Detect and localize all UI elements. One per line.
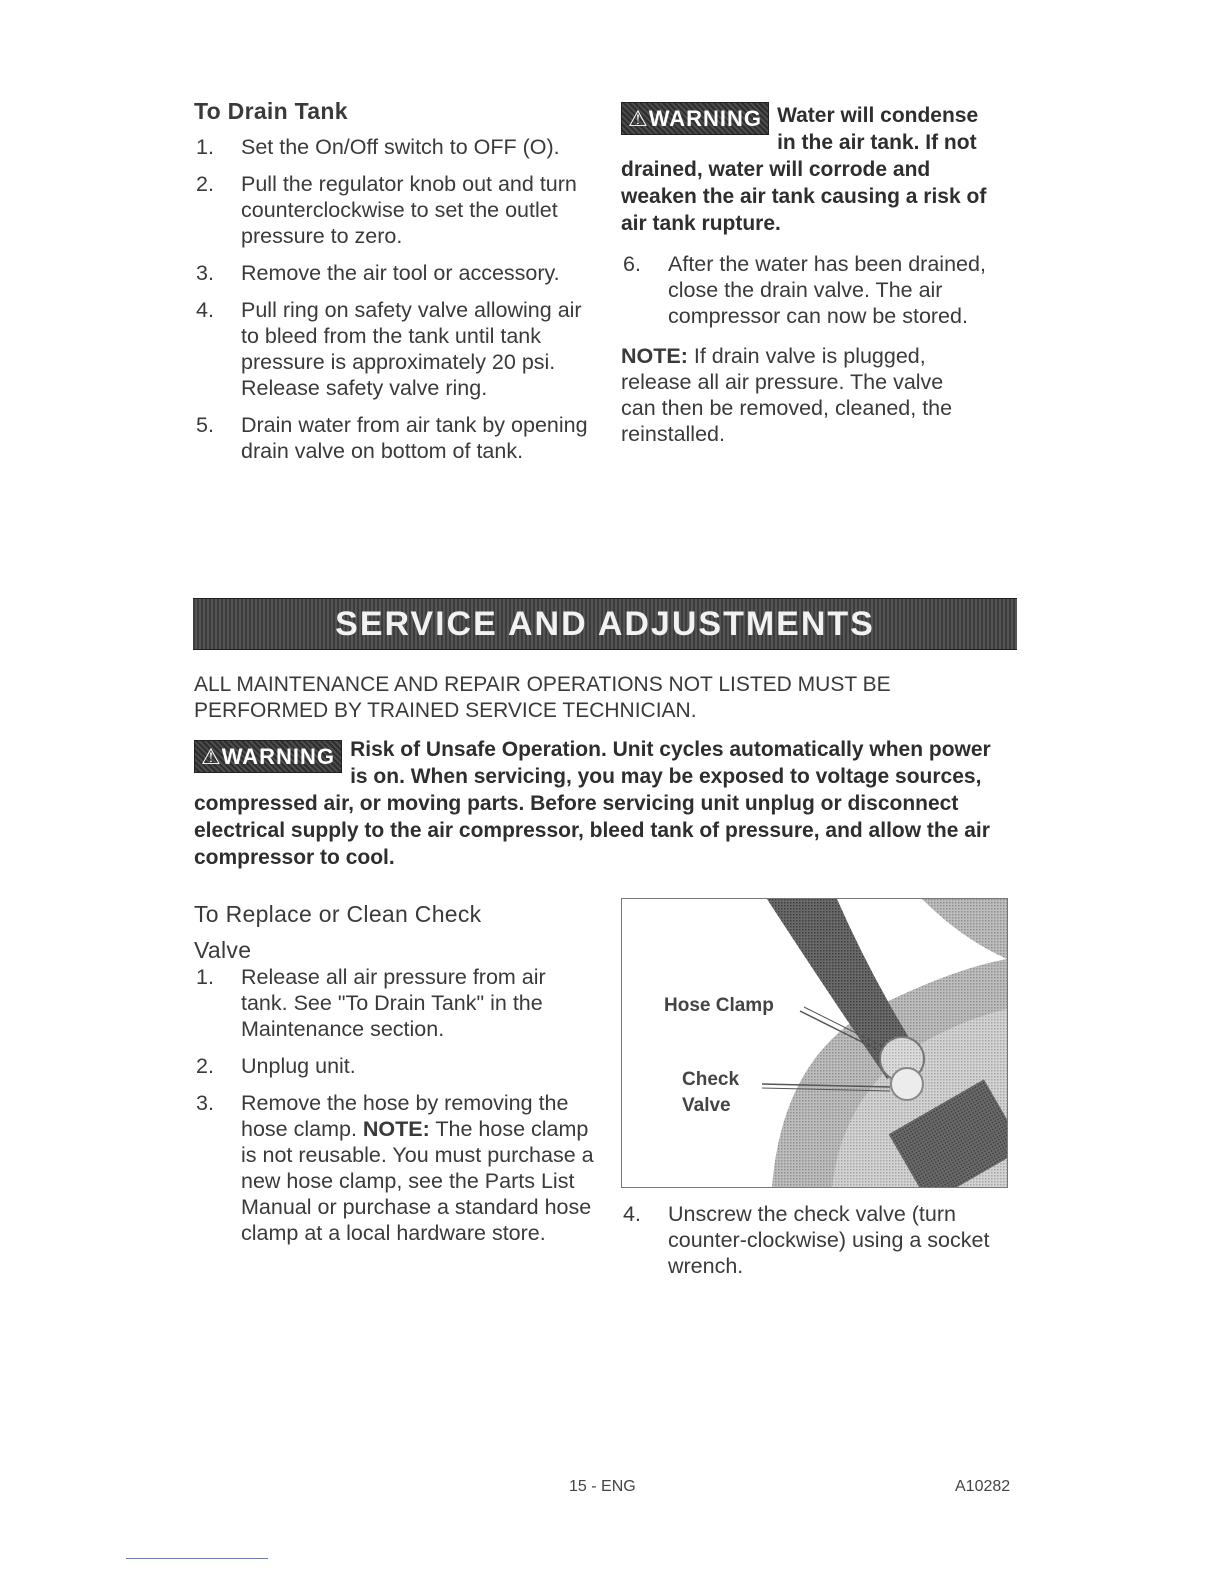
list-item (194, 1090, 594, 1246)
check-valve-photo (621, 898, 1008, 1188)
step-text: Pull the regulator knob out and turn counterclockwise to set the outlet pressure to zero. (241, 172, 577, 248)
step-text: Unscrew the check valve (turn counter-clockwise) using a socket wrench. (668, 1202, 990, 1278)
step-text: Remove the hose by removing the hose clamp. (241, 1091, 569, 1141)
step-number: 6. (623, 252, 641, 276)
warning-badge: ⚠WARNING (621, 102, 769, 135)
step-text: Pull ring on safety valve allowing air to bleed from the tank until tank pressure is approximately 20 psi. Release safety valve ring. (241, 298, 582, 400)
step-text: After the water has been drained, close the drain valve. The air compressor can now be stored. (668, 252, 986, 328)
document-code: A10282 (955, 1478, 1011, 1495)
drain-tank-steps (194, 134, 594, 475)
note-label: NOTE: (362, 1117, 430, 1141)
check-valve-heading-line1: To Replace or Clean Check (194, 901, 482, 927)
check-valve-heading (194, 896, 481, 968)
list-item (194, 1053, 594, 1079)
step-text: Unplug unit. (241, 1054, 356, 1078)
note-label: NOTE: (621, 344, 688, 368)
step-text: Remove the air tool or accessory. (241, 261, 560, 285)
compressor-illustration (622, 899, 1007, 1187)
step-number: 1. (196, 135, 214, 159)
list-item (194, 412, 594, 464)
step-number: 3. (196, 261, 214, 285)
note-text: If drain valve is plugged, release all air pressure. The valve can then be removed, cleaned, the reinstalled. (621, 344, 953, 446)
warning-water-block (621, 102, 1001, 237)
warning-unsafe-block (194, 736, 1014, 871)
step-text: Drain water from air tank by opening drain valve on bottom of tank. (241, 413, 588, 463)
step-number: 2. (196, 172, 214, 196)
list-item (194, 297, 594, 401)
list-item (194, 964, 594, 1042)
page-number: 15 - ENG (569, 1478, 636, 1495)
list-item (621, 251, 1021, 329)
hose-upper (922, 899, 1007, 959)
check-valve-step4 (621, 1201, 1011, 1290)
maintenance-notice: ALL MAINTENANCE AND REPAIR OPERATIONS NOT LISTED MUST BE PERFORMED BY TRAINED SERVICE TECHNICIAN. (194, 673, 891, 722)
check-valve-steps (194, 964, 594, 1257)
step-number: 2. (196, 1054, 214, 1078)
warning-message: Water will condense in the air tank. If not drained, water will corrode and weaken the air tank causing a risk of air tank rupture. (621, 104, 987, 235)
label-check-line2: Valve (682, 1095, 731, 1116)
check-valve-shape (891, 1068, 923, 1100)
warning-water-text (621, 102, 1001, 237)
step-number: 3. (196, 1091, 214, 1115)
footer-rule (126, 1558, 268, 1559)
list-item (194, 134, 594, 160)
step-text: Release all air pressure from air tank. See "To Drain Tank" in the Maintenance section. (241, 965, 546, 1041)
step-number: 4. (623, 1202, 641, 1226)
step-number: 4. (196, 298, 214, 322)
step-number: 1. (196, 965, 214, 989)
check-valve-heading-line2: Valve (194, 937, 252, 963)
list-item (194, 171, 594, 249)
list-item (194, 260, 594, 286)
drain-note (621, 343, 981, 447)
label-hose-clamp: Hose Clamp (664, 995, 774, 1016)
step-text: Set the On/Off switch to OFF (O). (241, 135, 560, 159)
banner-title: SERVICE AND ADJUSTMENTS (335, 605, 875, 643)
step-number: 5. (196, 413, 214, 437)
section-banner (193, 598, 1017, 650)
drain-tank-step6 (621, 251, 1021, 340)
label-check-valve (682, 1067, 739, 1119)
warning-badge: ⚠WARNING (194, 740, 342, 773)
list-item (621, 1201, 1011, 1279)
drain-tank-heading: To Drain Tank (194, 98, 348, 124)
warning-message: Risk of Unsafe Operation. Unit cycles automatically when power is on. When servicing, you may be exposed to voltage sources, compressed air, or moving parts. Before servicing unit unplug or disconnect electrical supply to the air compressor, bleed tank of pressure, and allow the air compressor to cool. (194, 738, 991, 869)
label-check-line1: Check (682, 1069, 740, 1090)
note-text: The hose clamp is not reusable. You must purchase a new hose clamp, see the Parts List Manual or purchase a standard hose clamp at a local hardware store. (241, 1117, 594, 1245)
